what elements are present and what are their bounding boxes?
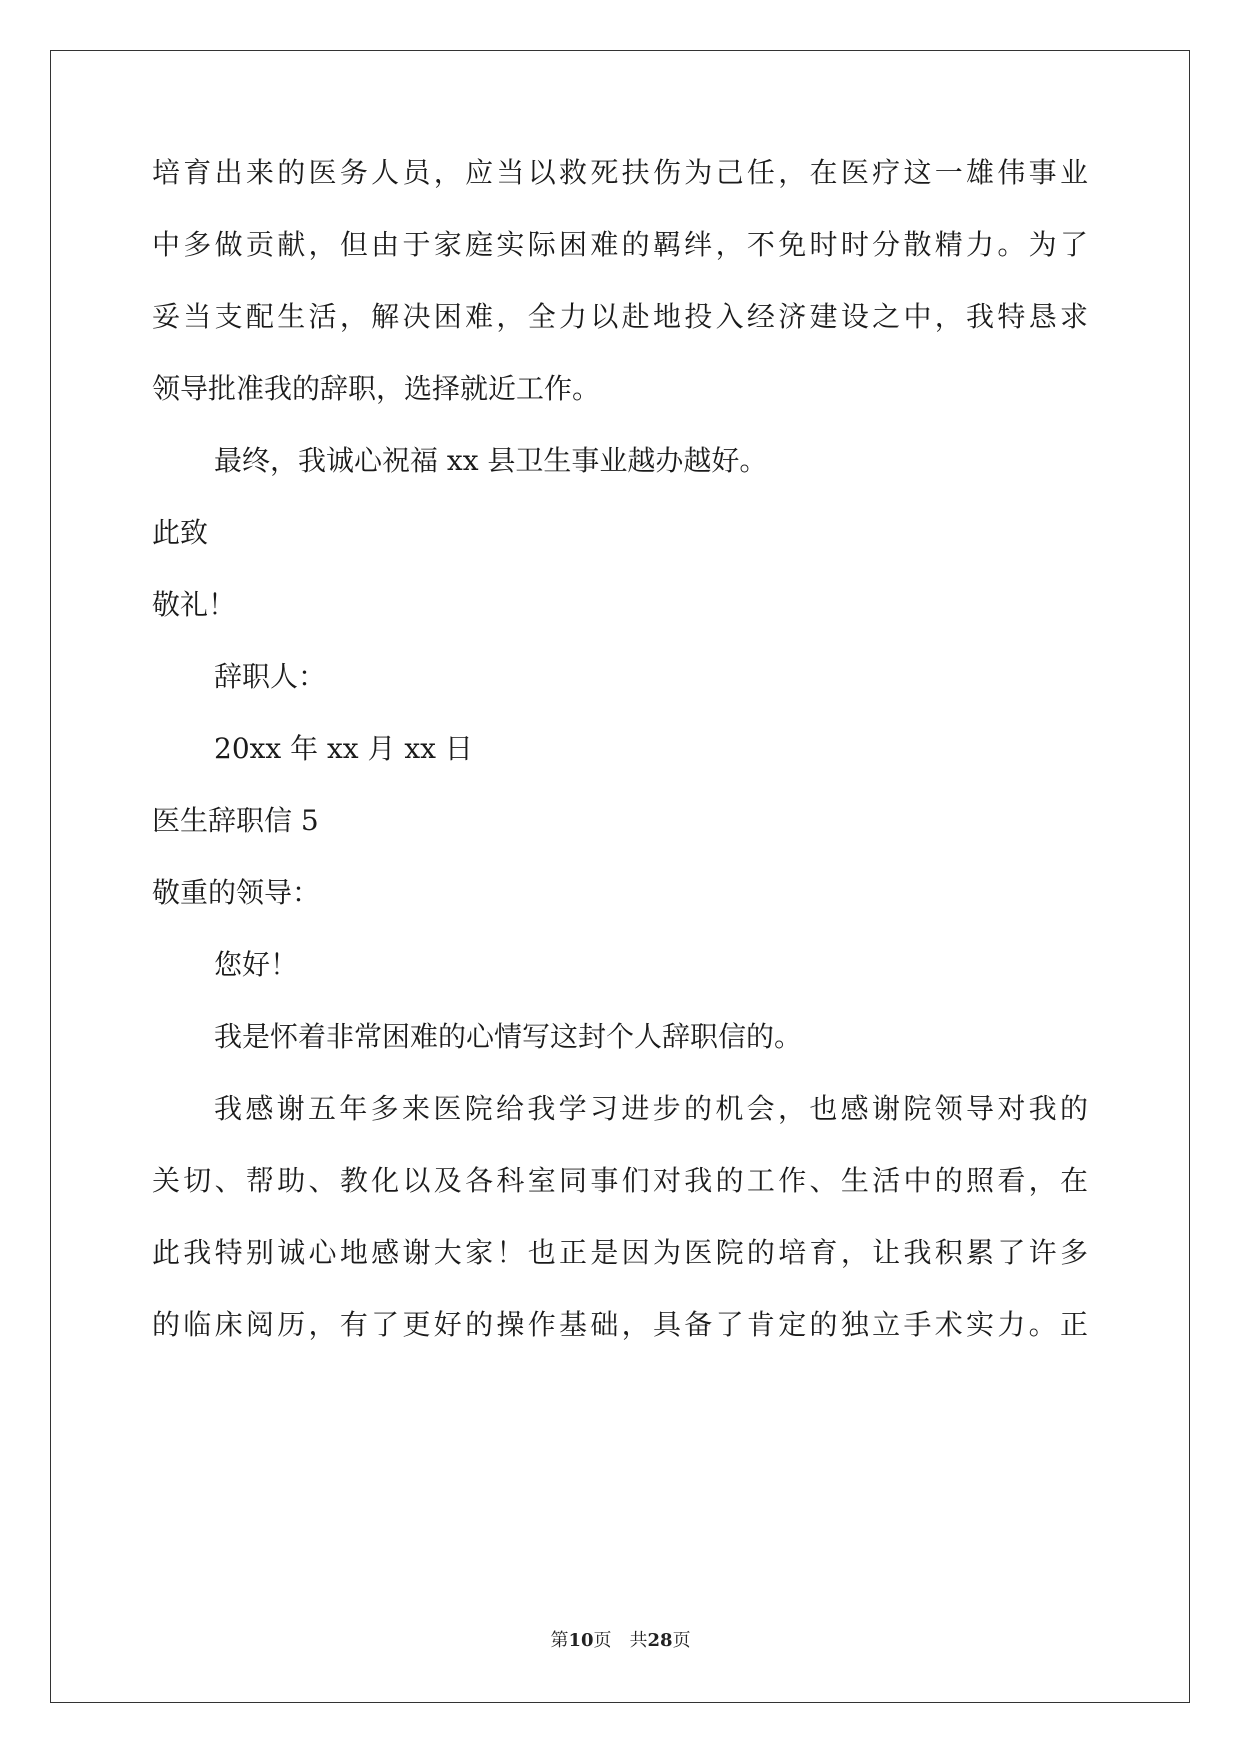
total-prefix: 共	[629, 1630, 648, 1651]
body-line: 此我特别诚心地感谢大家！也正是因为医院的培育，让我积累了许多	[152, 1236, 1088, 1269]
closing-wish: 最终，我诚心祝福 xx 县卫生事业越办越好。	[214, 444, 768, 477]
signature-label: 辞职人：	[214, 660, 327, 693]
body-line: 的临床阅历，有了更好的操作基础，具备了肯定的独立手术实力。正	[152, 1308, 1088, 1341]
section-title: 医生辞职信 5	[152, 804, 319, 837]
page-prefix: 第	[550, 1630, 569, 1651]
page-footer	[0, 1630, 1241, 1652]
page-total: 28	[647, 1630, 673, 1651]
body-line: 培育出来的医务人员，应当以救死扶伤为己任，在医疗这一雄伟事业	[152, 156, 1088, 189]
recipient-greeting: 敬重的领导：	[152, 876, 321, 909]
body-line: 我感谢五年多来医院给我学习进步的机会，也感谢院领导对我的	[214, 1092, 1088, 1125]
page-suffix: 页	[593, 1630, 612, 1651]
date-line: 20xx 年 xx 月 xx 日	[214, 732, 473, 765]
greeting-hello: 您好！	[214, 948, 299, 981]
salutation-regards: 敬礼！	[152, 588, 237, 621]
page-current: 10	[568, 1630, 594, 1651]
total-suffix: 页	[672, 1630, 691, 1651]
salutation-close: 此致	[152, 516, 209, 549]
body-line: 我是怀着非常困难的心情写这封个人辞职信的。	[214, 1020, 803, 1053]
body-line: 领导批准我的辞职，选择就近工作。	[152, 372, 601, 405]
body-line: 妥当支配生活，解决困难，全力以赴地投入经济建设之中，我特恳求	[152, 300, 1088, 333]
body-line: 中多做贡献，但由于家庭实际困难的羁绊，不免时时分散精力。为了	[152, 228, 1088, 261]
body-line: 关切、帮助、教化以及各科室同事们对我的工作、生活中的照看，在	[152, 1164, 1088, 1197]
